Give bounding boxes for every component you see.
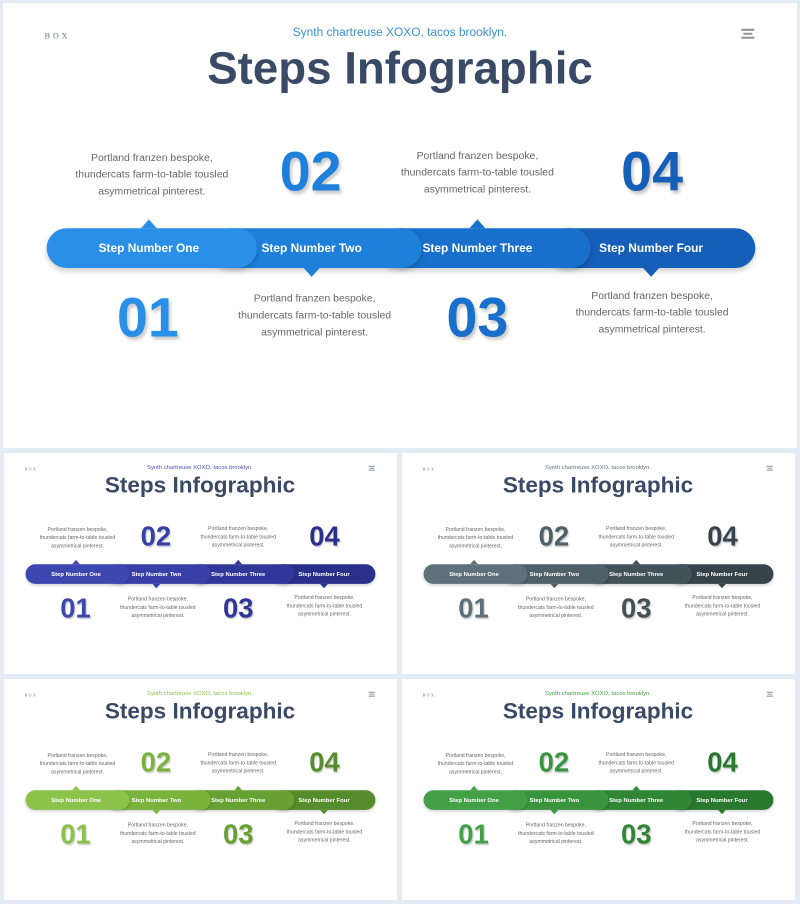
step-number: 01 bbox=[458, 592, 489, 624]
step-description bbox=[543, 288, 761, 339]
step-label: Step Number Three bbox=[211, 570, 266, 578]
step-pointer-down-icon bbox=[320, 584, 328, 588]
logo: BOX bbox=[422, 693, 436, 698]
step-number: 04 bbox=[621, 139, 684, 203]
step-description bbox=[271, 594, 379, 619]
step-description bbox=[43, 150, 261, 201]
description-line: Portland franzen bespoke, bbox=[91, 151, 213, 164]
step-description bbox=[24, 526, 132, 551]
description-line: thundercats farm-to-table tousled bbox=[120, 604, 196, 611]
description-line: thundercats farm-to-table tousled bbox=[400, 166, 554, 179]
step-pointer-down-icon bbox=[304, 268, 320, 277]
step-description bbox=[422, 752, 530, 777]
step-description bbox=[184, 751, 292, 776]
step-description bbox=[271, 820, 379, 845]
step-description bbox=[422, 526, 530, 551]
description-line: thundercats farm-to-table tousled bbox=[684, 828, 761, 835]
tagline: Synth chartreuse XOXO, tacos brooklyn. bbox=[545, 689, 651, 697]
description-line: thundercats farm-to-table tousled bbox=[200, 533, 276, 540]
step-pointer-up-icon bbox=[632, 560, 640, 564]
step-description bbox=[582, 751, 690, 776]
step-pointer-up-icon bbox=[469, 219, 485, 228]
description-line: thundercats farm-to-table tousled bbox=[39, 760, 116, 767]
step-label: Step Number Three bbox=[422, 241, 533, 256]
description-line: asymmetrical pinterest. bbox=[298, 611, 351, 618]
page-title: Steps Infographic bbox=[207, 41, 593, 94]
description-line: Portland franzen bespoke, bbox=[606, 525, 667, 532]
logo: BOX bbox=[24, 467, 38, 472]
description-line: Portland franzen bespoke, bbox=[692, 820, 753, 827]
step-label: Step Number Four bbox=[298, 796, 350, 804]
description-line: asymmetrical pinterest. bbox=[51, 543, 104, 550]
description-line: asymmetrical pinterest. bbox=[529, 838, 583, 845]
description-line: thundercats farm-to-table tousled bbox=[684, 602, 761, 609]
slide-content bbox=[402, 679, 794, 900]
step-description bbox=[104, 595, 212, 620]
slide-content bbox=[402, 453, 794, 674]
description-line: Portland franzen bespoke, bbox=[47, 526, 108, 533]
slide-lime[interactable] bbox=[4, 679, 397, 900]
tagline: Synth chartreuse XOXO, tacos brooklyn. bbox=[147, 463, 253, 471]
step-label: Step Number Two bbox=[529, 796, 580, 804]
description-line: thundercats farm-to-table tousled bbox=[575, 306, 729, 319]
step-number: 03 bbox=[222, 818, 254, 850]
step-number: 02 bbox=[538, 520, 570, 552]
description-line: asymmetrical pinterest. bbox=[449, 769, 502, 776]
step-label: Step Number One bbox=[98, 241, 200, 256]
step-number: 03 bbox=[222, 592, 254, 624]
slide-content bbox=[4, 679, 396, 900]
description-line: thundercats farm-to-table tousled bbox=[120, 830, 196, 837]
step-number: 02 bbox=[140, 746, 172, 778]
description-line: asymmetrical pinterest. bbox=[298, 837, 351, 844]
step-pointer-down-icon bbox=[718, 810, 726, 814]
step-number: 04 bbox=[707, 746, 738, 778]
description-line: thundercats farm-to-table tousled bbox=[75, 168, 229, 181]
description-line: asymmetrical pinterest. bbox=[529, 612, 583, 619]
step-number: 01 bbox=[60, 818, 91, 850]
tagline: Synth chartreuse XOXO, tacos brooklyn. bbox=[545, 463, 651, 471]
menu-icon[interactable] bbox=[767, 692, 773, 697]
description-line: asymmetrical pinterest. bbox=[261, 326, 369, 339]
description-line: asymmetrical pinterest. bbox=[211, 542, 265, 549]
description-line: thundercats farm-to-table tousled bbox=[598, 533, 674, 540]
step-label: Step Number Two bbox=[261, 241, 362, 256]
description-line: Portland franzen bespoke, bbox=[208, 525, 269, 532]
step-number: 02 bbox=[279, 139, 342, 203]
step-number: 03 bbox=[446, 285, 509, 349]
step-label: Step Number One bbox=[449, 570, 499, 578]
step-number: 02 bbox=[538, 746, 570, 778]
step-number: 03 bbox=[620, 818, 652, 850]
description-line: Portland franzen bespoke, bbox=[127, 822, 188, 828]
step-description bbox=[502, 821, 610, 846]
description-line: asymmetrical pinterest. bbox=[609, 768, 663, 775]
step-label: Step Number One bbox=[51, 796, 101, 804]
step-description bbox=[368, 148, 586, 199]
description-line: Portland franzen bespoke, bbox=[208, 751, 269, 758]
description-line: thundercats farm-to-table tousled bbox=[518, 830, 594, 837]
step-label: Step Number Two bbox=[131, 796, 182, 804]
step-pointer-down-icon bbox=[320, 810, 328, 814]
description-line: Portland franzen bespoke, bbox=[47, 752, 108, 759]
step-description bbox=[24, 752, 132, 777]
step-label: Step Number Four bbox=[696, 570, 748, 578]
step-label: Step Number One bbox=[51, 570, 101, 578]
description-line: thundercats farm-to-table tousled bbox=[39, 534, 116, 541]
step-number: 04 bbox=[309, 520, 340, 552]
description-line: thundercats farm-to-table tousled bbox=[238, 309, 392, 322]
step-label: Step Number Two bbox=[131, 570, 182, 578]
step-number: 02 bbox=[140, 520, 172, 552]
page-title: Steps Infographic bbox=[104, 698, 296, 724]
menu-icon[interactable] bbox=[369, 466, 375, 471]
description-line: thundercats farm-to-table tousled bbox=[437, 760, 514, 767]
menu-icon[interactable] bbox=[767, 466, 773, 471]
step-number: 01 bbox=[458, 818, 489, 850]
step-pointer-up-icon bbox=[470, 786, 478, 790]
description-line: Portland franzen bespoke, bbox=[416, 149, 539, 162]
description-line: asymmetrical pinterest. bbox=[51, 769, 104, 776]
step-number: 04 bbox=[707, 520, 738, 552]
step-pointer-down-icon bbox=[643, 268, 659, 277]
slide-green[interactable] bbox=[402, 679, 795, 900]
description-line: Portland franzen bespoke, bbox=[525, 596, 586, 602]
description-line: Portland franzen bespoke, bbox=[445, 752, 506, 759]
description-line: Portland franzen bespoke, bbox=[127, 596, 188, 602]
step-pointer-up-icon bbox=[234, 786, 242, 790]
step-number: 01 bbox=[60, 592, 91, 624]
slide-slate[interactable] bbox=[402, 453, 795, 674]
step-pointer-down-icon bbox=[550, 810, 558, 814]
description-line: Portland franzen bespoke, bbox=[253, 292, 376, 305]
menu-icon[interactable] bbox=[369, 692, 375, 697]
step-description bbox=[184, 525, 292, 550]
description-line: asymmetrical pinterest. bbox=[598, 323, 706, 336]
description-line: thundercats farm-to-table tousled bbox=[437, 534, 514, 541]
description-line: asymmetrical pinterest. bbox=[211, 768, 265, 775]
menu-icon[interactable] bbox=[741, 29, 754, 40]
step-pointer-down-icon bbox=[152, 810, 160, 814]
step-pointer-down-icon bbox=[718, 584, 726, 588]
step-label: Step Number One bbox=[449, 796, 499, 804]
slide-content bbox=[4, 453, 396, 674]
logo: BOX bbox=[24, 693, 38, 698]
description-line: asymmetrical pinterest. bbox=[131, 612, 185, 619]
step-label: Step Number Four bbox=[298, 570, 350, 578]
step-description bbox=[502, 595, 610, 620]
description-line: asymmetrical pinterest. bbox=[449, 543, 502, 550]
description-line: thundercats farm-to-table tousled bbox=[598, 759, 674, 766]
description-line: asymmetrical pinterest. bbox=[131, 838, 185, 845]
step-pointer-down-icon bbox=[152, 584, 160, 588]
description-line: Portland franzen bespoke, bbox=[591, 289, 713, 302]
step-number: 04 bbox=[309, 746, 340, 778]
slide-indigo[interactable] bbox=[4, 453, 397, 674]
description-line: thundercats farm-to-table tousled bbox=[286, 828, 363, 835]
step-pointer-up-icon bbox=[632, 786, 640, 790]
step-description bbox=[669, 594, 777, 619]
step-pointer-up-icon bbox=[470, 560, 478, 564]
description-line: Portland franzen bespoke, bbox=[294, 820, 355, 827]
tagline: Synth chartreuse XOXO, tacos brooklyn. bbox=[147, 689, 253, 697]
description-line: asymmetrical pinterest. bbox=[423, 183, 531, 196]
step-label: Step Number Three bbox=[609, 796, 664, 804]
step-pointer-up-icon bbox=[234, 560, 242, 564]
step-label: Step Number Three bbox=[609, 570, 664, 578]
description-line: Portland franzen bespoke, bbox=[294, 594, 355, 601]
step-label: Step Number Three bbox=[211, 796, 266, 804]
description-line: thundercats farm-to-table tousled bbox=[286, 602, 363, 609]
step-label: Step Number Two bbox=[529, 570, 580, 578]
step-label: Step Number Four bbox=[599, 241, 704, 256]
step-description bbox=[104, 821, 212, 846]
description-line: Portland franzen bespoke, bbox=[525, 822, 586, 828]
description-line: thundercats farm-to-table tousled bbox=[200, 759, 276, 766]
description-line: Portland franzen bespoke, bbox=[692, 594, 753, 601]
step-pointer-up-icon bbox=[72, 560, 80, 564]
step-pointer-down-icon bbox=[550, 584, 558, 588]
step-label: Step Number Four bbox=[696, 796, 748, 804]
description-line: asymmetrical pinterest. bbox=[696, 837, 749, 844]
step-pointer-up-icon bbox=[141, 219, 157, 228]
description-line: asymmetrical pinterest. bbox=[696, 611, 749, 618]
slide-blue[interactable] bbox=[3, 3, 797, 448]
tagline: Synth chartreuse XOXO, tacos brooklyn. bbox=[292, 24, 508, 39]
step-number: 01 bbox=[116, 285, 179, 349]
slide-content bbox=[3, 3, 797, 448]
description-line: asymmetrical pinterest. bbox=[98, 185, 206, 198]
description-line: Portland franzen bespoke, bbox=[445, 526, 506, 533]
page-title: Steps Infographic bbox=[502, 472, 694, 498]
description-line: Portland franzen bespoke, bbox=[606, 751, 667, 758]
page-title: Steps Infographic bbox=[502, 698, 694, 724]
step-description bbox=[669, 820, 777, 845]
description-line: thundercats farm-to-table tousled bbox=[518, 604, 594, 611]
page-title: Steps Infographic bbox=[104, 472, 296, 498]
step-pointer-up-icon bbox=[72, 786, 80, 790]
step-description bbox=[582, 525, 690, 550]
step-number: 03 bbox=[620, 592, 652, 624]
logo: BOX bbox=[44, 31, 71, 41]
step-description bbox=[205, 291, 423, 342]
description-line: asymmetrical pinterest. bbox=[609, 542, 663, 549]
logo: BOX bbox=[422, 467, 436, 472]
